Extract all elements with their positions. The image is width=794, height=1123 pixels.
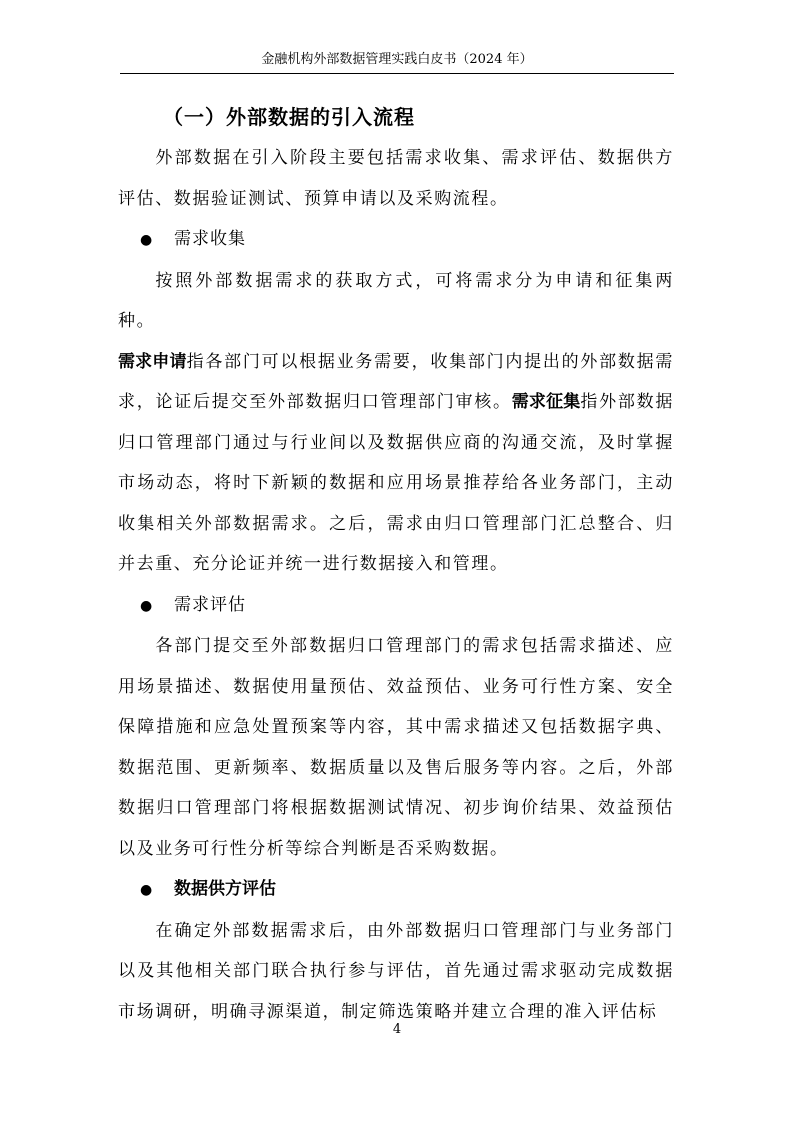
- term-demand-application: 需求申请: [118, 351, 187, 372]
- demand-evaluation-paragraph: 各部门提交至外部数据归口管理部门的需求包括需求描述、应用场景描述、数据使用量预估、效益预估、业务可行性方案、安全保障措施和应急处置预案等内容，其中需求描述又包括数据字典、数据范围、更新频率、数据质量以及售后服务等内容。之后，外部数据归口管理部门将根据数据测试情况、初步询价结果、效益预估以及业务可行性分析等综合判断是否采购数据。: [118, 636, 674, 859]
- running-header: 金融机构外部数据管理实践白皮书（2024 年）: [261, 52, 533, 67]
- bullet-dot-icon: ●: [140, 597, 154, 614]
- section-title: （一）外部数据的引入流程: [163, 105, 415, 129]
- bullet-dot-icon: ●: [140, 882, 154, 898]
- supplier-evaluation-paragraph: 在确定外部数据需求后，由外部数据归口管理部门与业务部门以及其他相关部门联合执行参与评估，首先通过需求驱动完成数据市场调研，明确寻源渠道，制定筛选策略并建立合理的准入评估标: [118, 920, 674, 1022]
- bullet-dot-icon: ●: [140, 232, 154, 248]
- demand-collection-paragraph: [118, 342, 674, 585]
- bullet-demand-evaluation: [118, 585, 674, 627]
- bullet-label: 需求收集: [174, 229, 246, 249]
- demand-solicitation-text: 指外部数据归口管理部门通过与行业间以及数据供应商的沟通交流，及时掌握市场动态，将时下新颖的数据和应用场景推荐给各业务部门，主动收集相关外部数据需求。之后，需求由归口管理部门汇总整合、归并去重、充分论证并统一进行数据接入和管理。: [118, 392, 674, 574]
- bullet-supplier-evaluation: [118, 869, 674, 911]
- demand-collection-intro: 按照外部数据需求的获取方式，可将需求分为申请和征集两种。: [118, 270, 674, 331]
- term-demand-solicitation: 需求征集: [511, 392, 581, 412]
- bullet-demand-collection: [118, 219, 674, 261]
- page-number: 4: [392, 1022, 402, 1037]
- intro-paragraph: 外部数据在引入阶段主要包括需求收集、需求评估、数据供方评估、数据验证测试、预算申请以及采购流程。: [118, 148, 674, 209]
- demand-application-text: 指各部门可以根据业务需要，收集部门内提出的外部数据需求，论证后提交至外部数据归口管理部门审核。: [118, 351, 674, 412]
- bullet-label: 需求评估: [174, 594, 246, 615]
- page-content: [118, 96, 674, 1032]
- bullet-label: 数据供方评估: [174, 879, 276, 899]
- header-rule: [120, 73, 674, 74]
